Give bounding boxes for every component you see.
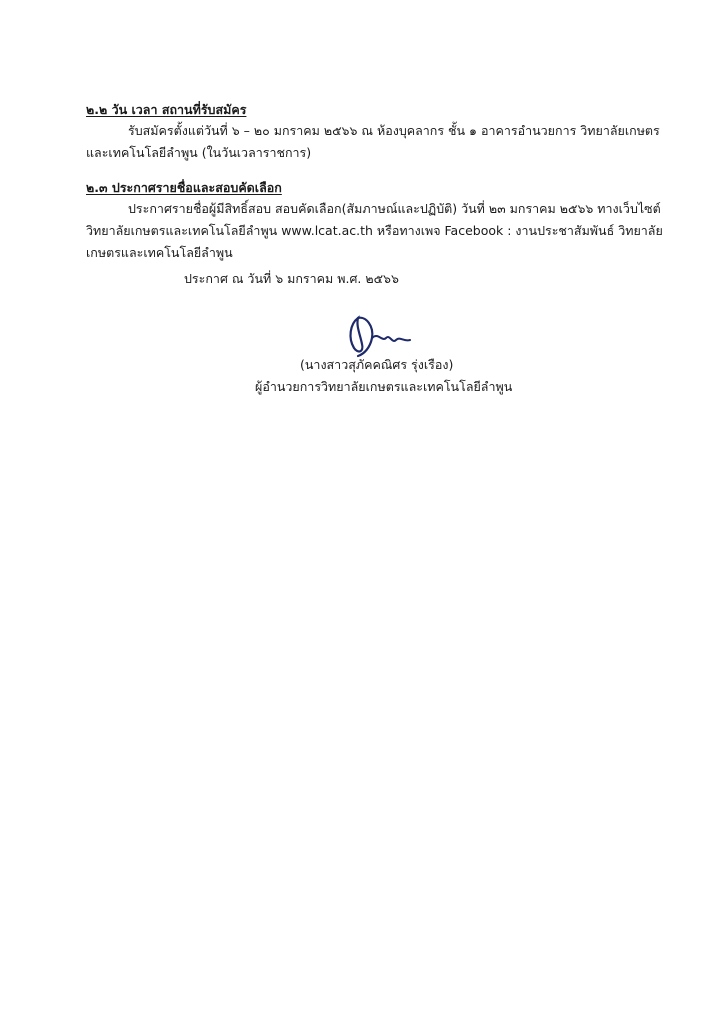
section-2-2-heading: ๒.๒ วัน เวลา สถานที่รับสมัคร — [86, 102, 247, 117]
section-2-2-line-2: และเทคโนโลยีลำพูน (ในวันเวลาราชการ) — [86, 145, 312, 160]
signatory-position: ผู้อำนวยการวิทยาลัยเกษตรและเทคโนโลยีลำพูน — [255, 379, 513, 394]
section-2-3-line-1: ประกาศรายชื่อผู้มีสิทธิ์สอบ สอบคัดเลือก(สัมภาษณ์และปฏิบัติ) วันที่ ๒๓ มกราคม ๒๕๖๖ ทางเว็บไซต์ — [128, 201, 661, 216]
section-2-3-heading: ๒.๓ ประกาศรายชื่อและสอบคัดเลือก — [86, 180, 282, 195]
section-2-3-line-3: เกษตรและเทคโนโลยีลำพูน — [86, 245, 233, 260]
section-2-3-line-2: วิทยาลัยเกษตรและเทคโนโลยีลำพูน www.lcat.ac.th หรือทางเพจ Facebook : งานประชาสัมพันธ์ วิทยาลัย — [86, 223, 663, 238]
announcement-date: ประกาศ ณ วันที่ ๖ มกราคม พ.ศ. ๒๕๖๖ — [184, 271, 399, 286]
section-2-2-line-1: รับสมัครตั้งแต่วันที่ ๖ – ๒๐ มกราคม ๒๕๖๖ ณ ห้องบุคลากร ชั้น ๑ อาคารอำนวยการ วิทยาลัยเกษตร — [128, 123, 660, 138]
signatory-name: (นางสาวสุภัคคณิศร รุ่งเรือง) — [300, 357, 454, 372]
signature-image — [344, 314, 416, 358]
